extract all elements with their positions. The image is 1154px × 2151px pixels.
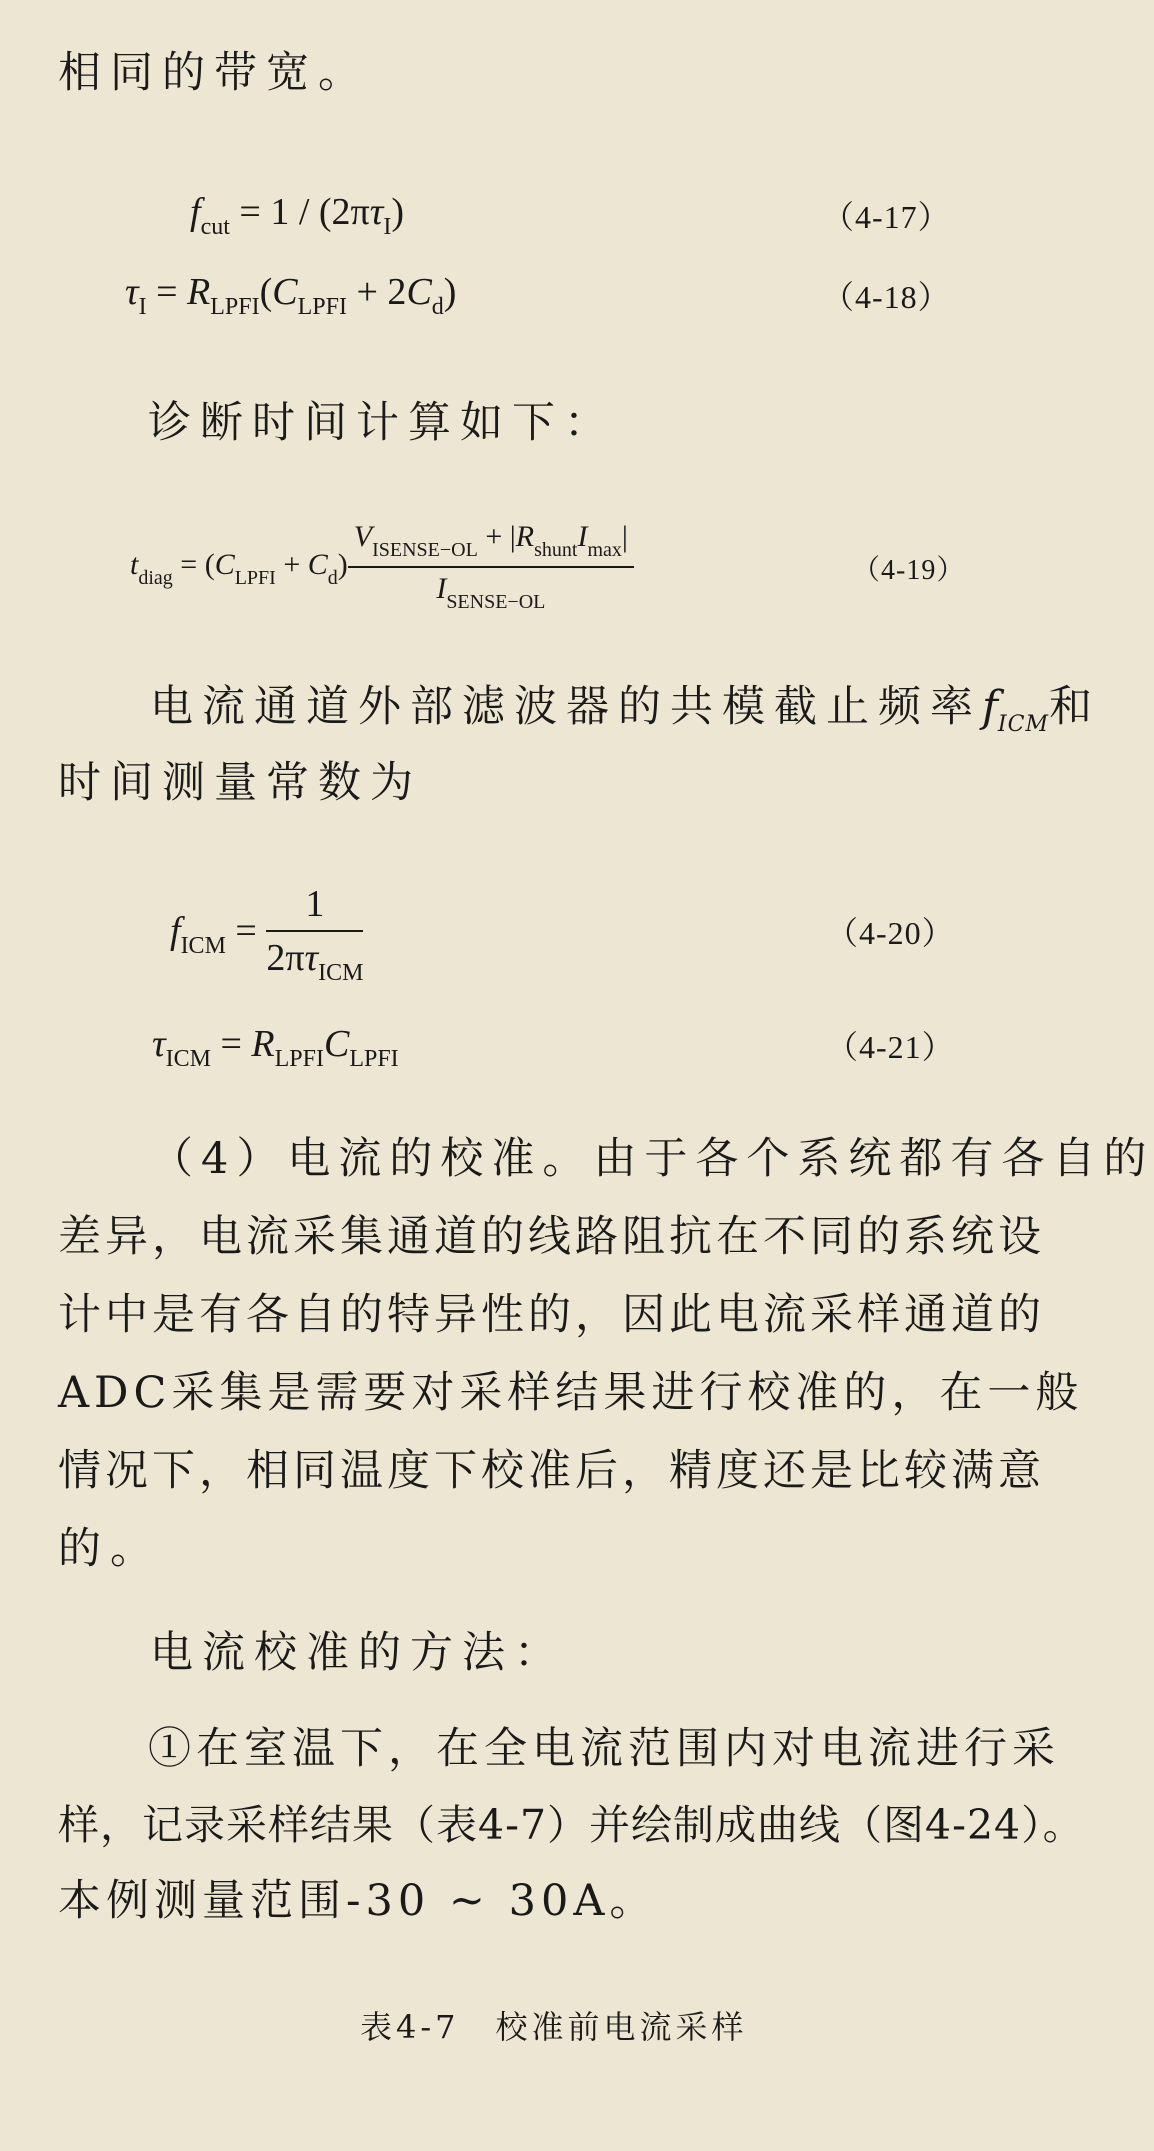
text-line: ADC采集是需要对采样结果进行校准的，在一般 — [58, 1368, 1084, 1418]
equation-number: （4-18） — [822, 279, 951, 315]
text-line: 电流通道外部滤波器的共模截止频率$f_{ICM}$和 — [150, 682, 1101, 737]
text-line: 的。 — [58, 1524, 162, 1574]
equation-4-17: $f_{cut} = 1 / (2\pi\tau_I)$ — [190, 191, 404, 240]
text-line: 本例测量范围-30 ~ 30A。 — [58, 1876, 658, 1926]
table-number: 表4-7 — [360, 2008, 460, 2046]
table-caption — [360, 2002, 748, 2048]
equation-4-19: $t_{diag} = (C_{LPFI} + C_d)$ $\frac{V_{ISENSE-OL} + |R_{shunt}I_{max}|}{I_{SENSE-OL}}$ — [130, 520, 634, 614]
equation-number: （4-17） — [822, 199, 951, 235]
text-line: 差异，电流采集通道的线路阻抗在不同的系统设 — [58, 1212, 1045, 1262]
text-line: 情况下，相同温度下校准后，精度还是比较满意 — [58, 1446, 1045, 1496]
table-title: 校准前电流采样 — [495, 2008, 748, 2046]
fraction: $\frac{1}{2\pi\tau_{ICM}}$ — [266, 883, 364, 986]
equation-number: （4-20） — [826, 915, 955, 951]
equation-4-18: $\tau_I = R_{LPFI}(C_{LPFI} + 2C_d)$ — [125, 271, 457, 320]
text-line: 时间测量常数为 — [58, 758, 422, 808]
inline-symbol: $f_{ICM}$ — [982, 682, 1049, 737]
text-line: 样，记录采样结果（表4-7）并绘制成曲线（图4-24）。 — [58, 1801, 1085, 1849]
text-line: ①在室温下，在全电流范围内对电流进行采 — [148, 1724, 1060, 1774]
text-line: 诊断时间计算如下： — [148, 398, 616, 448]
equation-4-20: $f_{ICM}$ = $\frac{1}{2\pi\tau_{ICM}}$ — [170, 883, 364, 986]
text-line: 计中是有各自的特异性的，因此电流采样通道的 — [58, 1290, 1045, 1340]
text-line: 电流校准的方法： — [150, 1628, 566, 1678]
equation-number: （4-21） — [826, 1029, 955, 1065]
equation-4-21: $\tau_{ICM} = R_{LPFI}C_{LPFI}$ — [152, 1023, 399, 1072]
text-line: （4）电流的校准。由于各个系统都有各自的 — [150, 1134, 1154, 1184]
equation-number: （4-19） — [852, 555, 966, 586]
text-line: 相同的带宽。 — [58, 48, 370, 98]
fraction: $\frac{V_{ISENSE-OL} + |R_{shunt}I_{max}|}{I_{SENSE-OL}}$ — [348, 520, 634, 614]
